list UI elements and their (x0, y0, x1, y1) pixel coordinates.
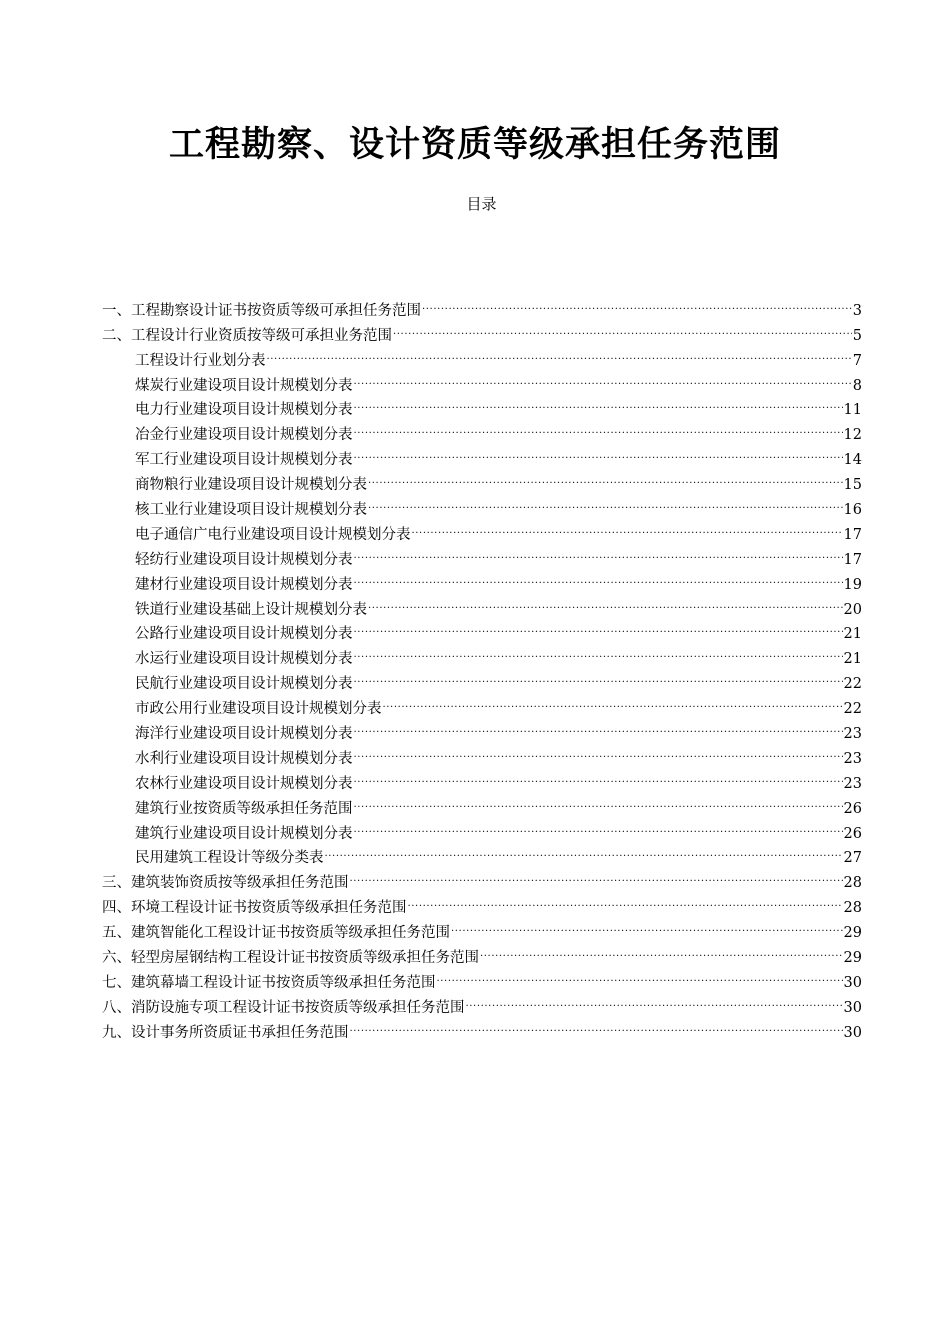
toc-dot-leader (408, 887, 843, 912)
toc-entry-page-number: 26 (843, 825, 862, 842)
toc-entry-label: 轻纺行业建设项目设计规模划分表 (135, 551, 353, 568)
toc-entry-label: 煤炭行业建设项目设计规模划分表 (135, 377, 353, 394)
toc-entry-page-number: 23 (843, 726, 862, 743)
toc-entry-page-number: 28 (843, 900, 862, 917)
toc-entry-page-number: 15 (843, 477, 862, 494)
toc-entry-page-number: 17 (843, 526, 862, 543)
toc-dot-leader (354, 763, 843, 788)
toc-entry-page-number: 19 (843, 576, 862, 593)
toc-entry-page-number: 30 (843, 999, 862, 1016)
toc-dot-leader (354, 539, 843, 564)
toc-dot-leader (350, 862, 843, 887)
toc-entry-page-number: 28 (843, 875, 862, 892)
toc-dot-leader (354, 390, 843, 415)
toc-entry-page-number: 30 (843, 974, 862, 991)
toc-dot-leader (480, 937, 843, 962)
toc-entry-page-number: 14 (843, 452, 862, 469)
toc-entry-label: 海洋行业建设项目设计规模划分表 (135, 726, 353, 743)
toc-dot-leader (354, 365, 852, 390)
toc-entry-page-number: 17 (843, 551, 862, 568)
toc-dot-leader (368, 489, 843, 514)
toc-dot-leader (393, 315, 852, 340)
toc-entry-page-number: 11 (843, 402, 862, 419)
toc-dot-leader (354, 564, 843, 589)
toc-entry-page-number: 22 (843, 676, 862, 693)
toc-dot-leader (354, 663, 843, 688)
toc-entry-page-number: 22 (843, 701, 862, 718)
toc-entry-page-number: 23 (843, 775, 862, 792)
toc-entry-page-number: 21 (843, 626, 862, 643)
toc-entry-page-number: 3 (852, 302, 862, 319)
toc-dot-leader (368, 464, 843, 489)
toc-entry-label: 建材行业建设项目设计规模划分表 (135, 576, 353, 593)
toc-entry-label: 工程设计行业划分表 (135, 352, 266, 369)
table-of-contents (102, 290, 862, 1041)
toc-entry-label: 电力行业建设项目设计规模划分表 (135, 402, 353, 419)
toc-dot-leader (325, 838, 843, 863)
toc-entry-label: 水运行业建设项目设计规模划分表 (135, 651, 353, 668)
toc-dot-leader (354, 713, 843, 738)
toc-dot-leader (451, 912, 843, 937)
toc-entry-page-number: 20 (843, 601, 862, 618)
toc-entry-page-number: 26 (843, 800, 862, 817)
toc-entry-label: 商物粮行业建设项目设计规模划分表 (135, 477, 367, 494)
toc-dot-leader (267, 340, 852, 365)
toc-entry-label: 九、设计事务所资质证书承担任务范围 (102, 1024, 349, 1041)
toc-entry-page-number: 16 (843, 502, 862, 519)
toc-entry-page-number: 23 (843, 750, 862, 767)
toc-entry-label: 六、轻型房屋钢结构工程设计证书按资质等级承担任务范围 (102, 950, 479, 967)
toc-entry-page-number: 21 (843, 651, 862, 668)
toc-dot-leader (412, 514, 843, 539)
toc-dot-leader (354, 813, 843, 838)
toc-dot-leader (354, 439, 843, 464)
toc-dot-leader (422, 290, 852, 315)
toc-dot-leader (383, 688, 843, 713)
toc-entry-label: 七、建筑幕墙工程设计证书按资质等级承担任务范围 (102, 974, 436, 991)
toc-entry-label: 建筑行业按资质等级承担任务范围 (135, 800, 353, 817)
toc-dot-leader (354, 414, 843, 439)
toc-dot-leader (354, 638, 843, 663)
toc-entry-label: 铁道行业建设基础上设计规模划分表 (135, 601, 367, 618)
toc-dot-leader (466, 987, 843, 1012)
toc-entry-label: 一、工程勘察设计证书按资质等级可承担任务范围 (102, 302, 421, 319)
toc-entry-label: 三、建筑装饰资质按等级承担任务范围 (102, 875, 349, 892)
toc-entry-page-number: 29 (843, 925, 862, 942)
toc-entry-label: 冶金行业建设项目设计规模划分表 (135, 427, 353, 444)
toc-entry-label: 核工业行业建设项目设计规模划分表 (135, 502, 367, 519)
toc-entry-label: 公路行业建设项目设计规模划分表 (135, 626, 353, 643)
toc-entry-label: 民航行业建设项目设计规模划分表 (135, 676, 353, 693)
toc-entry-page-number: 7 (852, 352, 862, 369)
toc-entry[interactable] (102, 290, 862, 319)
toc-entry-label: 四、环境工程设计证书按资质等级承担任务范围 (102, 900, 407, 917)
document-title: 工程勘察、设计资质等级承担任务范围 (168, 124, 781, 165)
toc-entry-label: 农林行业建设项目设计规模划分表 (135, 775, 353, 792)
toc-entry-page-number: 27 (843, 850, 862, 867)
toc-entry-label: 电子通信广电行业建设项目设计规模划分表 (135, 526, 411, 543)
toc-entry-page-number: 12 (843, 427, 862, 444)
toc-dot-leader (354, 614, 843, 639)
toc-dot-leader (354, 788, 843, 813)
toc-entry-label: 水利行业建设项目设计规模划分表 (135, 750, 353, 767)
toc-entry-label: 市政公用行业建设项目设计规模划分表 (135, 701, 382, 718)
toc-dot-leader (368, 589, 843, 614)
toc-entry-page-number: 5 (852, 327, 862, 344)
toc-entry-label: 二、工程设计行业资质按等级可承担业务范围 (102, 327, 392, 344)
toc-entry-label: 民用建筑工程设计等级分类表 (135, 850, 324, 867)
toc-heading: 目录 (466, 195, 497, 213)
toc-dot-leader (350, 1012, 843, 1037)
toc-entry-label: 建筑行业建设项目设计规模划分表 (135, 825, 353, 842)
toc-entry-label: 八、消防设施专项工程设计证书按资质等级承担任务范围 (102, 999, 465, 1016)
toc-entry-page-number: 29 (843, 950, 862, 967)
toc-entry-page-number: 8 (852, 377, 862, 394)
toc-entry-label: 五、建筑智能化工程设计证书按资质等级承担任务范围 (102, 925, 450, 942)
toc-entry-page-number: 30 (843, 1024, 862, 1041)
toc-dot-leader (437, 962, 843, 987)
toc-entry-label: 军工行业建设项目设计规模划分表 (135, 452, 353, 469)
toc-dot-leader (354, 738, 843, 763)
